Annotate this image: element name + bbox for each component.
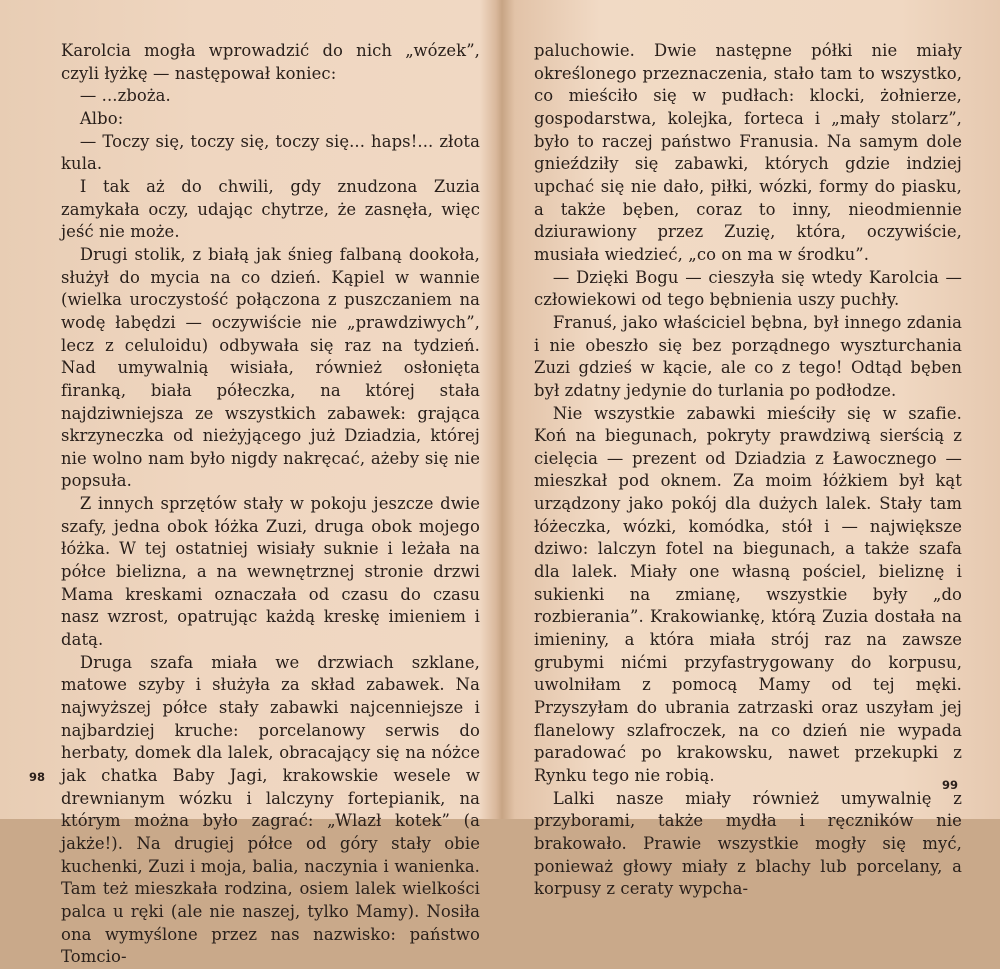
paragraph: — Toczy się, toczy się, toczy się... haps!... złota kula. xyxy=(61,131,480,174)
paragraph: Druga szafa miała we drzwiach szklane, matowe szyby i służyła za skład zabawek. Na najwyższej półce stały zabawki najcenniejsze i najbardziej kruche: porcelanowy serwis do herbaty, domek dla lalek, obracający się na nóżce jak chatka Baby Jagi, krakowskie wesele w drewnianym wózku i lalczyny fortepianik, na którym można było zagrać: „Wlazł kotek” (a jakże!). Na drugiej półce od góry stały obie kuchenki, Zuzi i moja, balia, naczynia i wanienka. Tam też mieszkała rodzina, osiem lalek wielkości palca u ręki (ale nie naszej, tylko Mamy). Nosiła ona wymyślone przez nas nazwisko: państwo Tomcio- xyxy=(61,652,480,967)
paragraph: Karolcia mogła wprowadzić do nich „wózek”, czyli łyżkę — następował koniec: xyxy=(61,41,480,83)
paragraph: Drugi stolik, z białą jak śnieg falbaną dookoła, służył do mycia na co dzień. Kąpiel w wannie (wielka uroczystość połączona z puszczaniem na wodę łabędzi — oczywiście nie „prawdziwych”, lecz z celuloidu) odbywała się raz na tydzień. Nad umywalnią wisiała, również osłonięta firanką, biała półeczka, na której stała najdziwniejsza ze wszystkich zabawek: grająca skrzyneczka od nieżyjącego już Dziadzia, której nie wolno nam było nigdy nakręcać, ażeby się nie popsuła. xyxy=(61,244,480,491)
paragraph: Lalki nasze miały również umywalnię z przyborami, także mydła i ręczników nie brakowało. Prawie wszystkie mogły się myć, ponieważ głowy miały z blachy lub porcelany, a korpusy z ceraty wypcha- xyxy=(534,788,962,899)
right-page-text xyxy=(534,40,962,901)
page-number: 99 xyxy=(942,778,959,792)
paragraph: — ...zboża. xyxy=(79,86,171,106)
right-page xyxy=(505,0,1000,899)
paragraph: paluchowie. Dwie następne półki nie miały określonego przeznaczenia, stało tam to wszystko, co mieściło się w pudłach: klocki, żołnierze, gospodarstwa, kolejka, forteca i „mały stolarz”, było to raczej państwo Franusia. Na samym dole gnieździły się zabawki, których gdzie indziej upchać się nie dało, piłki, wózki, formy do piasku, a także bęben, coraz to inny, nieodmiennie dziurawiony przez Zuzię, która, oczywiście, musiała wiedzieć, „co on ma w środku”. xyxy=(534,41,962,264)
left-page-text xyxy=(61,40,480,969)
left-page xyxy=(0,0,500,967)
paragraph: Z innych sprzętów stały w pokoju jeszcze dwie szafy, jedna obok łóżka Zuzi, druga obok mojego łóżka. W tej ostatniej wisiały suknie i leżała na półce bielizna, a na wewnętrznej stronie drzwi Mama kreskami oznaczała od czasu do czasu nasz wzrost, opatrując każdą kreskę imieniem i datą. xyxy=(61,494,480,650)
paragraph: I tak aż do chwili, gdy znudzona Zuzia zamykała oczy, udając chytrze, że zasnęła, więc jeść nie może. xyxy=(61,176,480,242)
page-number: 98 xyxy=(29,770,46,784)
paragraph: — Dzięki Bogu — cieszyła się wtedy Karolcia — człowiekowi od tego bębnienia uszy puchły. xyxy=(534,267,962,310)
paragraph: Nie wszystkie zabawki mieściły się w szafie. Koń na biegunach, pokryty prawdziwą sierścią z cielęcia — prezent od Dziadzia z Ławocznego — mieszkał pod oknem. Za moim łóżkiem był kąt urządzony jako pokój dla dużych lalek. Stały tam łóżeczka, wózki, komódka, stół i — największe dziwo: lalczyn fotel na biegunach, a także szafa dla lalek. Miały one własną pościel, bieliznę i sukienki na zmianę, wszystkie były „do rozbierania”. Krakowiankę, którą Zuzia dostała na imieniny, a która miała strój raz na zawsze grubymi nićmi przyfastrygowany do korpusu, uwolniłam z pomocą Mamy od tej męki. Przyszyłam do ubrania zatrzaski oraz uszyłam jej flanelowy szlafroczek, na co dzień nie wypada paradować po krakowsku, nawet przekupki z Rynku tego nie robią. xyxy=(534,403,962,785)
paragraph: Albo: xyxy=(79,108,124,128)
paragraph: Franuś, jako właściciel bębna, był innego zdania i nie obeszło się bez porządnego wyszturchania Zuzi gdzieś w kącie, ale co z tego! Odtąd bęben był zdatny jedynie do turlania po podłodze. xyxy=(534,312,962,400)
